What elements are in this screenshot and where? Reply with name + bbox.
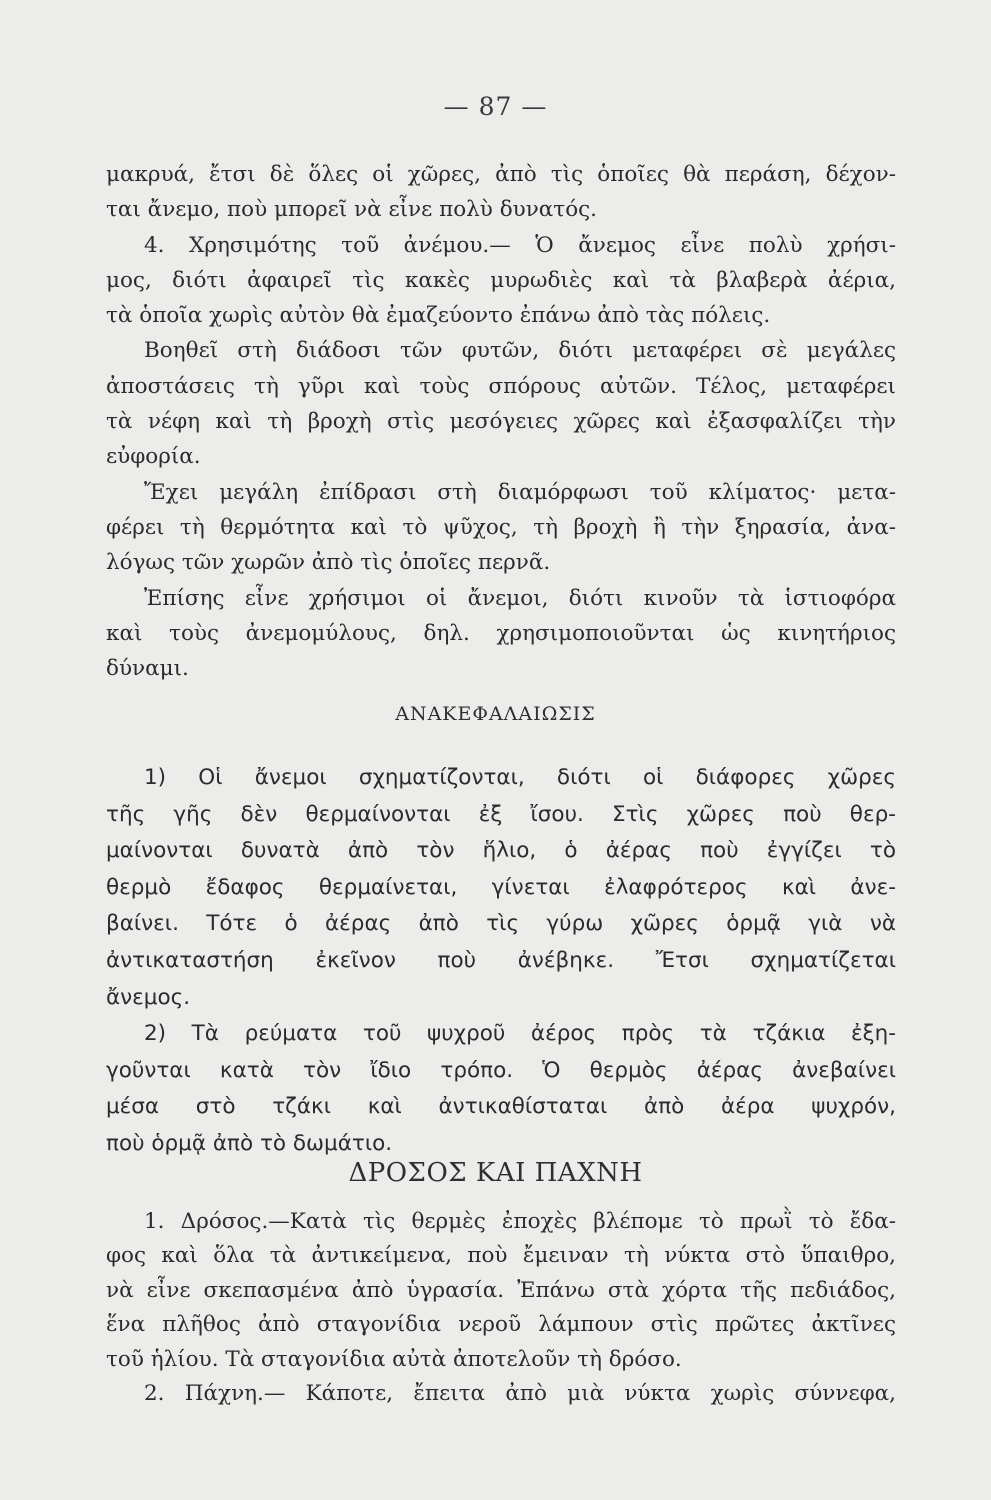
text-line: φος καὶ ὅλα τὰ ἀντικείμενα, ποὺ ἔμειναν τὴ νύκτα στὸ ὕπαιθρο, — [106, 1243, 896, 1269]
page-number: — 87 — — [443, 92, 548, 121]
text-line: γοῦνται κατὰ τὸν ἴδιο τρόπο. Ὁ θερμὸς ἀέρας ἀνεβαίνει — [106, 1057, 896, 1083]
text-line: ποὺ ὁρμᾷ ἀπὸ τὸ δωμάτιο. — [106, 1130, 393, 1156]
text-line: ἕνα πλῆθος ἀπὸ σταγονίδια νεροῦ λάμπουν στὶς πρῶτες ἀκτῖνες — [106, 1312, 896, 1338]
text-line: μαίνονται δυνατὰ ἀπὸ τὸν ἥλιο, ὁ ἀέρας ποὺ ἐγγίζει τὸ — [106, 838, 896, 864]
text-line: 1) Οἱ ἄνεμοι σχηματίζονται, διότι οἱ διάφορες χῶρες — [144, 765, 896, 790]
dew-frost-heading: ΔΡΟΣΟΣ ΚΑΙ ΠΑΧΝΗ — [348, 1158, 643, 1188]
text-line: 4. Χρησιμότης τοῦ ἀνέμου.— Ὁ ἄνεμος εἶνε πολὺ χρήσι- — [144, 232, 896, 258]
text-line: τῆς γῆς δὲν θερμαίνονται ἐξ ἴσου. Στὶς χῶρες ποὺ θερ- — [106, 801, 896, 827]
text-line: νὰ εἶνε σκεπασμένα ἀπὸ ὑγρασία. Ἐπάνω στὰ χόρτα τῆς πεδιάδος, — [106, 1277, 896, 1303]
text-line: δύναμι. — [106, 656, 189, 682]
text-line: ἀποστάσεις τὴ γῦρι καὶ τοὺς σπόρους αὐτῶν. Τέλος, μεταφέρει — [106, 373, 896, 399]
text-line: τὰ ὁποῖα χωρὶς αὐτὸν θὰ ἐμαζεύοντο ἐπάνω ἀπὸ τὰς πόλεις. — [106, 303, 771, 329]
text-line: ἀντικαταστήση ἐκεῖνον ποὺ ἀνέβηκε. Ἔτσι σχηματίζεται — [106, 947, 896, 973]
text-line: φέρει τὴ θερμότητα καὶ τὸ ψῦχος, τὴ βροχὴ ἢ τὴν ξηρασία, ἀνα- — [106, 514, 896, 540]
text-line: θερμὸ ἔδαφος θερμαίνεται, γίνεται ἐλαφρότερος καὶ ἀνε- — [106, 874, 896, 900]
text-line: εὐφορία. — [106, 444, 201, 470]
text-line: μος, διότι ἀφαιρεῖ τὶς κακὲς μυρωδιὲς καὶ τὰ βλαβερὰ ἀέρια, — [106, 267, 896, 293]
text-line: λόγως τῶν χωρῶν ἀπὸ τὶς ὁποῖες περνᾶ. — [106, 550, 551, 576]
summary-heading: ΑΝΑΚΕΦΑΛΑΙΩΣΙΣ — [395, 703, 596, 725]
summary-block — [106, 760, 896, 1163]
text-line: ἄνεμος. — [106, 984, 191, 1010]
text-line: 2) Τὰ ρεύματα τοῦ ψυχροῦ ἀέρος πρὸς τὰ τζάκια ἐξη- — [144, 1021, 896, 1047]
text-line: 1. Δρόσος.—Κατὰ τὶς θερμὲς ἐποχὲς βλέπομε τὸ πρωῒ τὸ ἔδα- — [144, 1209, 896, 1234]
text-line: Ἔχει μεγάλη ἐπίδρασι στὴ διαμόρφωσι τοῦ κλίματος· μετα- — [144, 479, 896, 505]
text-line: βαίνει. Τότε ὁ ἀέρας ἀπὸ τὶς γύρω χῶρες ὁρμᾷ γιὰ νὰ — [106, 911, 896, 937]
text-line: Βοηθεῖ στὴ διάδοσι τῶν φυτῶν, διότι μεταφέρει σὲ μεγάλες — [144, 338, 896, 364]
text-line: τὰ νέφη καὶ τὴ βροχὴ στὶς μεσόγειες χῶρες καὶ ἐξασφαλίζει τὴν — [106, 409, 896, 435]
text-line: μέσα στὸ τζάκι καὶ ἀντικαθίσταται ἀπὸ ἀέρα ψυχρόν, — [106, 1094, 896, 1120]
text-line: τοῦ ἡλίου. Τὰ σταγονίδια αὐτὰ ἀποτελοῦν τὴ δρόσο. — [106, 1346, 682, 1372]
paragraph-block-wind — [106, 157, 896, 686]
text-line: μακρυά, ἔτσι δὲ ὅλες οἱ χῶρες, ἀπὸ τὶς ὁποῖες θὰ περάση, δέχον- — [106, 162, 896, 187]
text-line: ται ἄνεμο, ποὺ μπορεῖ νὰ εἶνε πολὺ δυνατός. — [106, 197, 598, 223]
text-line: 2. Πάχνη.— Κάποτε, ἔπειτα ἀπὸ μιὰ νύκτα χωρὶς σύννεφα, — [144, 1380, 896, 1406]
paragraph-block-dew — [106, 1205, 896, 1411]
text-line: Ἐπίσης εἶνε χρήσιμοι οἱ ἄνεμοι, διότι κινοῦν τὰ ἱστιοφόρα — [144, 585, 896, 611]
text-line: καὶ τοὺς ἀνεμομύλους, δηλ. χρησιμοποιοῦνται ὡς κινητήριος — [106, 620, 896, 646]
